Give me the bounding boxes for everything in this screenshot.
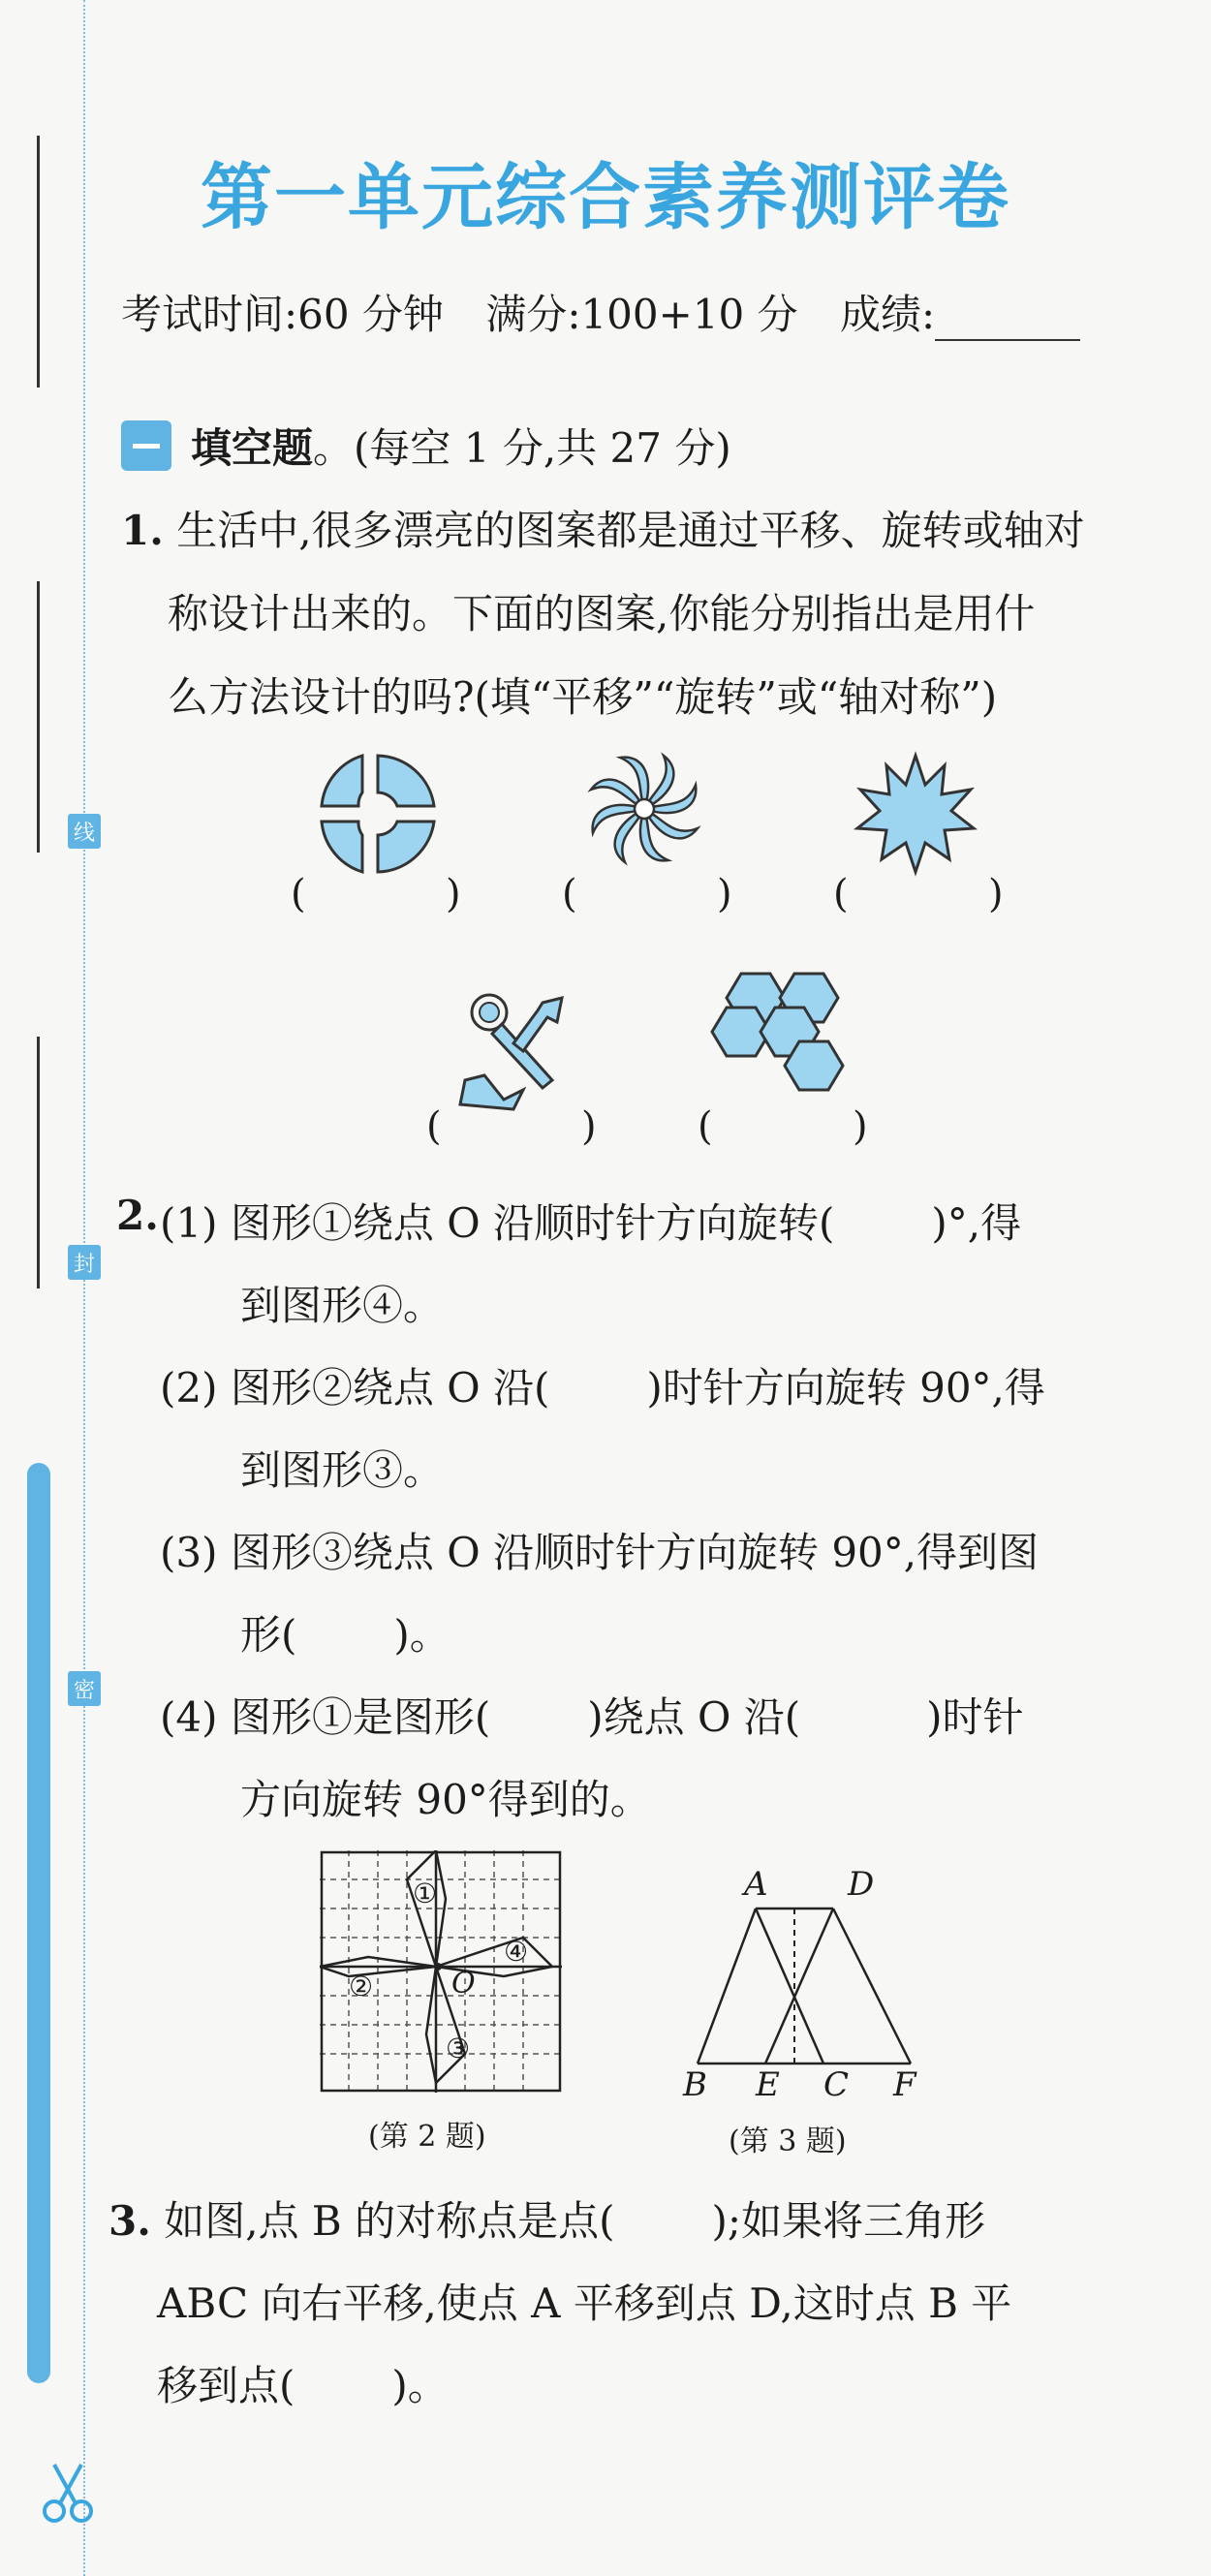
q2-part-3-cont: 形( )。 — [240, 1611, 450, 1659]
pattern-honeycomb — [698, 959, 862, 1104]
score-blank — [935, 300, 1080, 341]
q2-number: 2. — [116, 1192, 159, 1239]
full-score: 满分:100+10 分 — [485, 291, 798, 338]
q2-part-2: (2) 图形②绕点 O 沿( )时针方向旋转 90°,得 — [160, 1364, 1045, 1412]
q1-answer-paren-close: ) — [581, 1104, 597, 1149]
pattern-pinwheel — [310, 746, 446, 882]
cut-dotted-line — [83, 0, 85, 2576]
section-note: 。(每空 1 分,共 27 分) — [313, 424, 731, 472]
q1-answer-paren-close: ) — [446, 872, 461, 916]
q1-answer-paren-open: ( — [833, 872, 849, 916]
q1-answer-paren-close: ) — [853, 1104, 868, 1149]
margin-tag-secret: 密 — [68, 1671, 101, 1706]
page-title: 第一单元综合素养测评卷 — [201, 156, 1010, 239]
fig2-label-4: ④ — [504, 1936, 529, 1968]
fig2-label-2: ② — [349, 1971, 374, 2002]
pattern-anchor — [446, 983, 581, 1119]
q1-answer-paren-close: ) — [717, 872, 732, 916]
q2-part-4: (4) 图形①是图形( )绕点 O 沿( )时针 — [160, 1693, 1024, 1741]
question-3: 3. 如图,点 B 的对称点是点( );如果将三角形 — [109, 2197, 986, 2245]
section-number-badge — [121, 420, 171, 471]
margin-tag-line: 线 — [68, 814, 101, 849]
q1-line: 称设计出来的。下面的图案,你能分别指出是用什 — [168, 590, 1036, 637]
fig3-caption: (第 3 题) — [729, 2125, 847, 2158]
margin-blank-line — [37, 1037, 40, 1288]
margin-blank-line — [37, 581, 40, 853]
fig3-point-b: B — [683, 2065, 707, 2104]
fig3-point-c: C — [823, 2065, 850, 2104]
q1-line: 生活中,很多漂亮的图案都是通过平移、旋转或轴对 — [176, 507, 1085, 554]
q2-part-1-cont: 到图形④。 — [240, 1282, 445, 1329]
margin-tag-seal: 封 — [68, 1245, 101, 1280]
section-header — [121, 417, 731, 475]
q2-part-1: (1) 图形①绕点 O 沿顺时针方向旋转( )°,得 — [160, 1199, 1022, 1247]
section-title: 填空题 — [191, 424, 314, 472]
fig2-label-3: ③ — [446, 2033, 471, 2064]
q1-answer-paren-close: ) — [988, 872, 1004, 916]
fig3-point-a: A — [744, 1865, 768, 1904]
figure-3-trapezoid — [678, 1870, 930, 2083]
q1-answer-paren-open: ( — [562, 872, 577, 916]
q2-part-2-cont: 到图形③。 — [240, 1446, 445, 1494]
q2-part-3: (3) 图形③绕点 O 沿顺时针方向旋转 90°,得到图 — [160, 1529, 1040, 1576]
fig2-point-o: O — [451, 1967, 476, 2001]
pattern-leaf — [853, 751, 978, 877]
exam-time: 考试时间:60 分钟 — [121, 291, 444, 338]
q3-line: ABC 向右平移,使点 A 平移到点 D,这时点 B 平 — [157, 2280, 1012, 2327]
fig2-caption: (第 2 题) — [368, 2120, 486, 2154]
fig3-point-e: E — [756, 2065, 780, 2104]
fig3-point-d: D — [848, 1865, 875, 1904]
q1-answer-paren-open: ( — [291, 872, 306, 916]
scissors-icon — [39, 2461, 97, 2529]
margin-blue-bar — [27, 1463, 50, 2383]
score-label: 成绩: — [839, 291, 936, 338]
q1-answer-paren-open: ( — [698, 1104, 713, 1149]
fig3-point-f: F — [893, 2065, 916, 2104]
fig2-label-1: ① — [413, 1878, 438, 1909]
exam-info — [121, 283, 1109, 341]
question-1 — [121, 489, 1085, 739]
q1-line: 么方法设计的吗?(填“平移”“旋转”或“轴对称”) — [168, 673, 998, 721]
binding-margin — [0, 0, 95, 2576]
q1-number: 1. — [121, 507, 164, 554]
pattern-flower — [576, 741, 712, 877]
q2-part-4-cont: 方向旋转 90°得到的。 — [240, 1776, 651, 1823]
q3-line: 移到点( )。 — [157, 2362, 449, 2409]
q1-answer-paren-open: ( — [426, 1104, 442, 1149]
